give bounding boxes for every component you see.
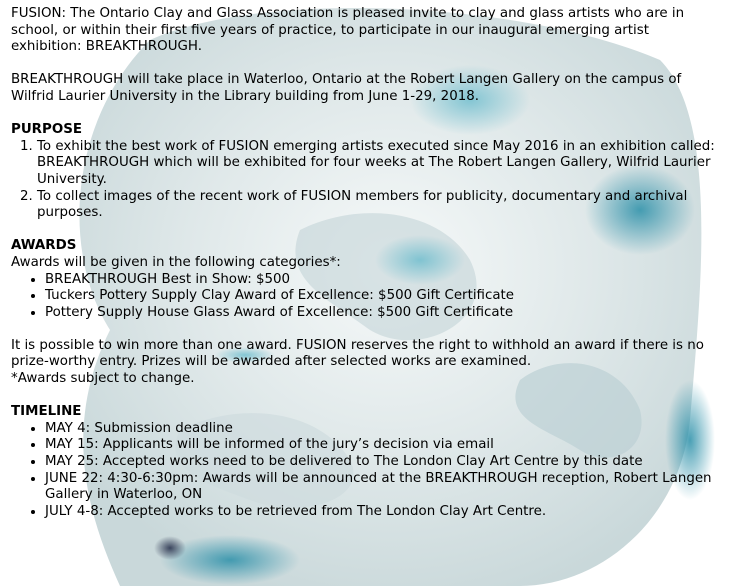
timeline-item: • MAY 15: Applicants will be informed of the jury’s decision via email	[45, 437, 717, 454]
spacer	[11, 388, 717, 405]
timeline-item: • MAY 4: Submission deadline	[45, 421, 717, 438]
purpose-item: 2. To collect images of the recent work of FUSION members for publicity, documentary and archival purposes.	[37, 189, 717, 222]
awards-list	[11, 272, 717, 322]
spacer	[11, 321, 717, 338]
spacer	[11, 222, 717, 239]
awards-note: It is possible to win more than one award. FUSION reserves the right to withhold an award if there is no prize-worthy entry. Prizes will be awarded after selected works are examined.	[11, 337, 704, 370]
timeline-item: • JUNE 22: 4:30-6:30pm: Awards will be announced at the BREAKTHROUGH reception, Robert Langen Gallery in Waterloo, ON	[45, 471, 717, 504]
location-paragraph: BREAKTHROUGH will take place in Waterloo, Ontario at the Robert Langen Gallery on the campus of Wilfrid Laurier University in the Library building from June 1-29, 2018.	[11, 72, 682, 104]
timeline-list	[11, 421, 717, 521]
purpose-item: 1. To exhibit the best work of FUSION emerging artists executed since May 2016 in an exhibition called: BREAKTHROUGH which will be exhibited for four weeks at The Robert Langen Gallery, Wilfrid Laurier University.	[37, 139, 717, 189]
award-item: • Pottery Supply House Glass Award of Excellence: $500 Gift Certificate	[45, 305, 717, 322]
awards-intro: Awards will be given in the following categories*:	[11, 254, 341, 270]
award-item: • BREAKTHROUGH Best in Show: $500	[45, 272, 717, 289]
timeline-heading: TIMELINE	[11, 404, 82, 420]
intro-paragraph: FUSION: The Ontario Clay and Glass Association is pleased invite to clay and glass artists who are in school, or within their first five years of practice, to participate in our inaugural emerging artist exhibition: BREAKTHROUGH.	[11, 6, 685, 55]
spacer	[11, 56, 717, 73]
awards-footnote: *Awards subject to change.	[11, 371, 195, 387]
awards-heading: AWARDS	[11, 238, 77, 254]
award-item: • Tuckers Pottery Supply Clay Award of Excellence: $500 Gift Certificate	[45, 288, 717, 305]
spacer	[11, 106, 717, 123]
purpose-heading: PURPOSE	[11, 122, 82, 138]
document-body	[11, 6, 717, 520]
purpose-list	[11, 139, 717, 222]
timeline-item: • JULY 4-8: Accepted works to be retrieved from The London Clay Art Centre.	[45, 504, 717, 521]
timeline-item: • MAY 25: Accepted works need to be delivered to The London Clay Art Centre by this date	[45, 454, 717, 471]
